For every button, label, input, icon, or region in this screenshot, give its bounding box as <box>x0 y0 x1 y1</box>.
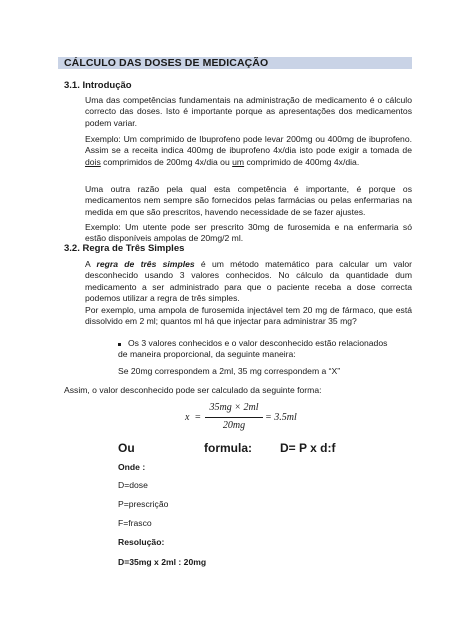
formula-result: = 3.5ml <box>265 412 297 423</box>
onde-label: Onde : <box>118 462 146 472</box>
example-text-b: comprimidos de 200mg 4x/dia ou <box>100 156 233 167</box>
correspondence-text: Se 20mg correspondem a 2ml, 35 mg correspondem a “X” <box>118 366 341 376</box>
bullet-icon <box>118 343 121 346</box>
dose-definition: D=dose <box>118 480 148 490</box>
formula-numerator: 35mg × 2ml <box>209 402 259 413</box>
resolucao-expression: D=35mg x 2ml : 20mg <box>118 557 207 567</box>
regra-text-a: A <box>85 259 97 269</box>
section-3-2-heading: 3.2. Regra de Três Simples <box>64 243 185 254</box>
regra-term: regra de três simples <box>96 259 195 269</box>
resolucao-label: Resolução: <box>118 537 165 547</box>
assim-text: Assim, o valor desconhecido pode ser calculado da seguinte forma: <box>64 385 322 395</box>
formula-x: x <box>185 412 190 423</box>
formula-label: formula: <box>204 441 252 455</box>
rule-of-three-formula <box>185 400 305 434</box>
formula-denominator: 20mg <box>222 420 246 431</box>
regra-text-b: é um método matemático para calcular um valor desconhecido usando 3 valores conhecidos. No cálculo da quantidade dum medicamento a ser administrado para que o paciente receba a dose correcta podemos utilizar a regra de três simples. <box>85 259 412 303</box>
regra-paragraph <box>85 259 412 304</box>
section-3-1-heading: 3.1. Introdução <box>64 80 132 91</box>
ibuprofeno-example <box>85 134 412 168</box>
ou-label: Ou <box>118 441 135 455</box>
importance-paragraph: Uma outra razão pela qual esta competência é importante, é porque os medicamentos nem sempre são fornecidos pelas farmácias ou pelas enfermarias na medida em que são prescritos, havendo necessidade de se fazer ajustes. <box>85 184 412 217</box>
frasco-definition: F=frasco <box>118 518 152 528</box>
prescricao-definition: P=prescrição <box>118 499 169 509</box>
furosemida-example: Exemplo: Um utente pode ser prescrito 30mg de furosemida e na enfermaria só estão disponíveis ampolas de 20mg/2 ml. <box>85 222 412 244</box>
page-title: CÁLCULO DAS DOSES DE MEDICAÇÃO <box>64 57 269 69</box>
bullet-line-2: de maneira proporcional, da seguinte maneira: <box>118 349 296 359</box>
underlined-um: um <box>232 156 245 167</box>
intro-paragraph: Uma das competências fundamentais na administração de medicamento é o cálculo correcto das doses. Isto é importante porque as apresentações dos medicamentos podem variar. <box>85 95 412 128</box>
underlined-dois: dois <box>85 156 101 167</box>
formula-equals: = <box>195 412 201 423</box>
ampola-example: Por exemplo, uma ampola de furosemida injectável tem 20 mg de fármaco, que está dissolvido em 2 ml; quantos ml há que injectar para administrar 35 mg? <box>85 305 412 327</box>
example-text-a: Exemplo: Um comprimido de Ibuprofeno pode levar 200mg ou 400mg de ibuprofeno. Assim se a receita indica 400mg de ibuprofeno 4x/dia isto pode exigir a tomada de <box>85 134 412 156</box>
bullet-line-1: Os 3 valores conhecidos e o valor desconhecido estão relacionados <box>128 338 388 348</box>
fraction-bar <box>205 417 263 418</box>
dose-formula: D= P x d:f <box>280 441 336 455</box>
example-text-c: comprimido de 400mg 4x/dia. <box>244 156 360 167</box>
